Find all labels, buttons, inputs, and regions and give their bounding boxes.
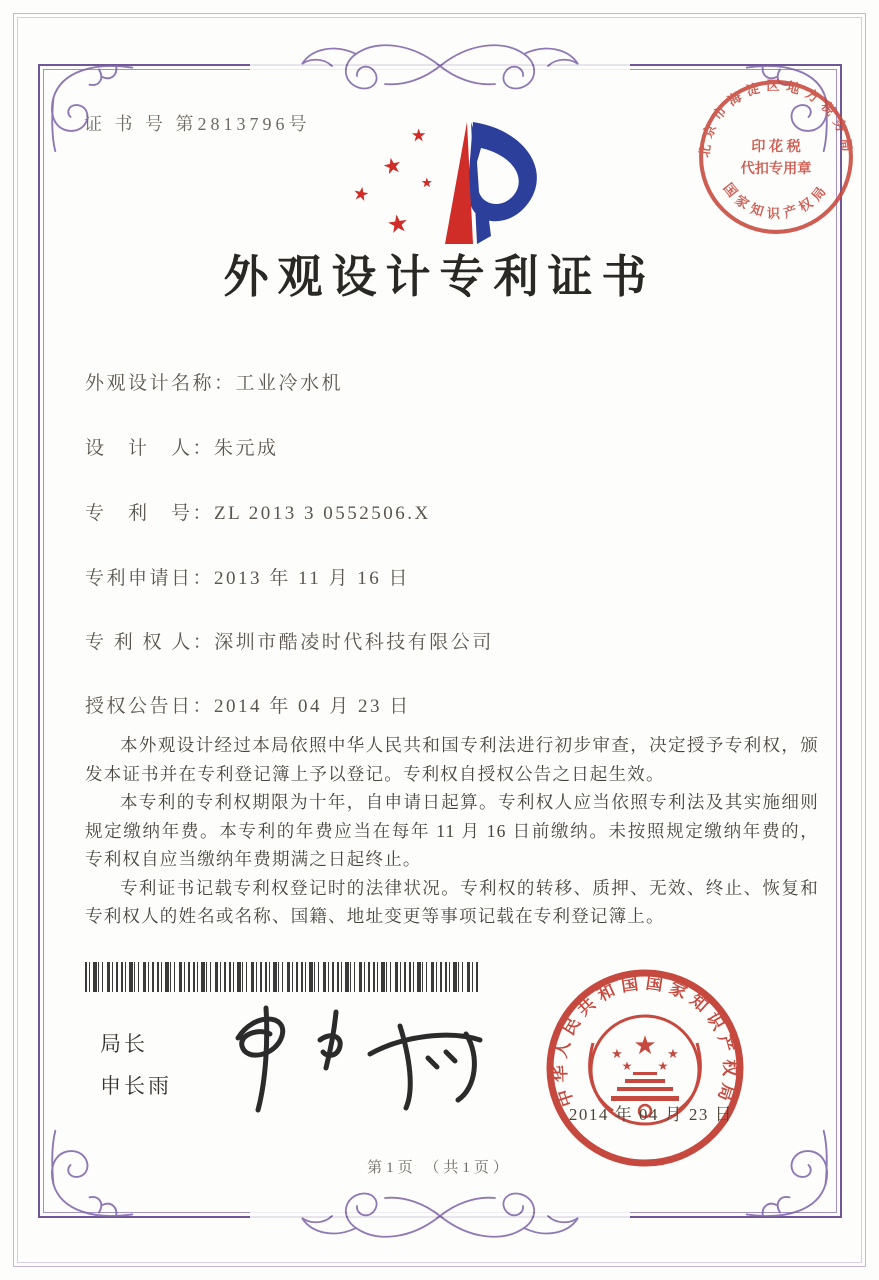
svg-text:★: ★ (667, 1047, 679, 1062)
official-seal-arc-text: 中华人民共和国国家知识产权局 (550, 973, 740, 1109)
field-patent-number (85, 498, 431, 525)
field-designer (85, 433, 279, 460)
field-label: 专 利 权 人： (85, 632, 215, 653)
paragraph-term: 本专利的专利权期限为十年，自申请日起算。专利权人应当依照专利法及其实施细则规定缴纳年费。本专利的年费应当在每年 11 月 16 日前缴纳。未按照规定缴纳年费的，专利权自应当缴纳年费期满之日起终止。 (85, 792, 819, 869)
svg-text:国家知识产权局 (720, 180, 831, 221)
logo-star-icon: ★ (421, 176, 433, 191)
certificate-number: 证 书 号 第2813796号 (84, 114, 311, 134)
svg-text:★: ★ (633, 1031, 657, 1061)
director-title: 局长 (100, 1033, 148, 1056)
field-grant-date (85, 691, 411, 718)
field-design-name (85, 368, 343, 395)
body-text (85, 731, 819, 931)
director-name: 申长雨 (100, 1075, 172, 1098)
paragraph-grant: 本外观设计经过本局依照中华人民共和国专利法进行初步审查，决定授予专利权，颁发本证书并在专利登记簿上予以登记。专利权自授权公告之日起生效。 (85, 735, 819, 784)
paragraph-register: 专利证书记载专利权登记时的法律状况。专利权的转移、质押、无效、终止、恢复和专利权人的姓名或名称、国籍、地址变更等事项记载在专利登记簿上。 (85, 877, 819, 926)
svg-text:★: ★ (621, 1059, 633, 1073)
tax-stamp-line1: 印 花 税 (751, 138, 801, 155)
logo-star-icon: ★ (385, 208, 411, 240)
field-label: 专利申请日： (85, 568, 215, 589)
field-label: 设 计 人： (85, 438, 215, 459)
field-value: 深圳市酷凌时代科技有限公司 (214, 632, 494, 653)
field-application-date (85, 563, 410, 590)
seal-date: 2014 年 04 月 23 日 (568, 1105, 734, 1124)
field-patentee (85, 627, 494, 654)
sipo-logo (325, 118, 555, 250)
logo-star-icon: ★ (411, 126, 427, 146)
top-center-flourish-icon (250, 34, 630, 98)
certificate-title: 外观设计专利证书 (223, 252, 656, 302)
svg-text:★: ★ (611, 1047, 623, 1062)
official-seal-icon (543, 966, 747, 1170)
field-value: 朱元成 (214, 438, 279, 459)
field-value: 2014 年 04 月 23 日 (214, 696, 411, 717)
logo-star-icon: ★ (351, 182, 371, 207)
barcode (85, 962, 481, 992)
tax-stamp-line2: 代扣专用章 (740, 161, 812, 178)
tax-stamp-seal-icon (695, 76, 857, 238)
field-value: ZL 2013 3 0552506.X (214, 503, 431, 524)
field-label: 外观设计名称： (85, 373, 236, 394)
director-signature-icon (210, 998, 490, 1120)
field-label: 授权公告日： (85, 696, 215, 717)
tax-stamp-arc-top: 北京市海淀区地方税务局 (696, 78, 856, 159)
field-value: 2013 年 11 月 16 日 (214, 568, 411, 589)
field-label: 专 利 号： (85, 503, 215, 524)
field-value: 工业冷水机 (235, 373, 344, 394)
tax-stamp-arc-bottom: 国家知识产权局 (720, 180, 832, 221)
corner-flourish-icon (42, 60, 137, 155)
logo-star-icon: ★ (380, 152, 405, 180)
page-number: 第1页 （共1页） (367, 1160, 512, 1176)
bottom-center-flourish-icon (250, 1184, 630, 1248)
svg-text:★: ★ (657, 1059, 669, 1073)
